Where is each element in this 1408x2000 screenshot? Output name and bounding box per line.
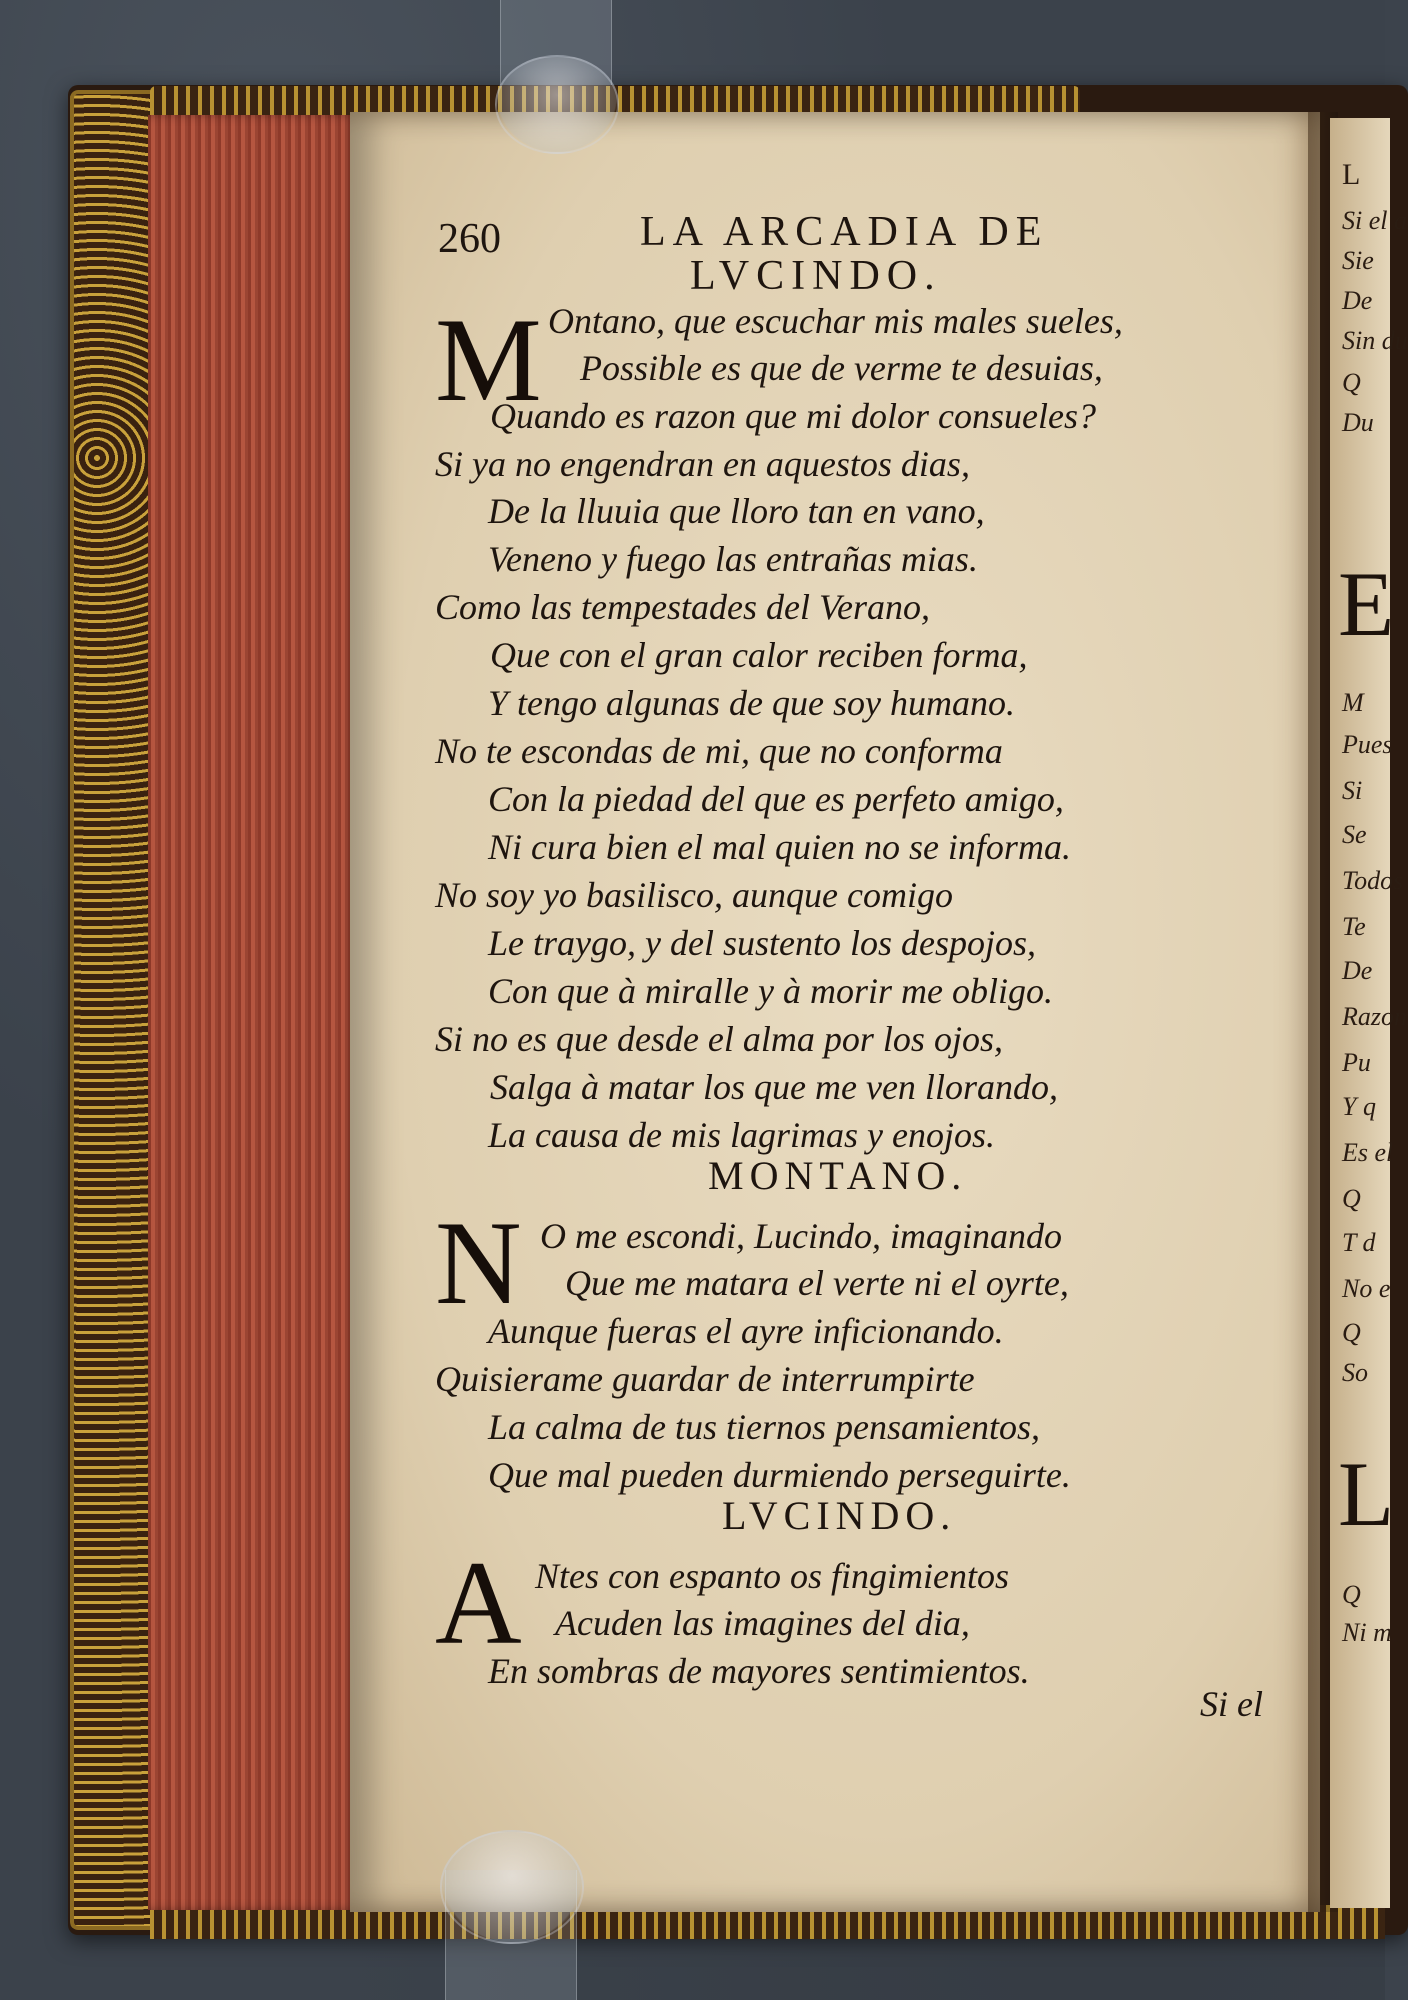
verse-line: O me escondi, Lucindo, imaginando xyxy=(540,1216,1062,1256)
verse-line: Possible es que de verme te desuias, xyxy=(580,348,1103,388)
running-head-line-1: LA ARCADIA DE xyxy=(640,209,1049,255)
next-page-fragment: De xyxy=(1342,956,1373,985)
next-page-fragment: M xyxy=(1342,688,1364,717)
verse-line: Con que à miralle y à morir me obligo. xyxy=(488,971,1053,1011)
verse-line: En sombras de mayores sentimientos. xyxy=(488,1651,1030,1691)
verse-line: Si no es que desde el alma por los ojos, xyxy=(435,1019,1003,1059)
running-head-line-2: LVCINDO. xyxy=(690,253,942,299)
verse-line: Ontano, que escuchar mis males sueles, xyxy=(548,301,1123,341)
verse-line: La calma de tus tiernos pensamientos, xyxy=(488,1407,1040,1447)
verse-line: La causa de mis lagrimas y enojos. xyxy=(488,1115,995,1155)
next-page-fragment: Se xyxy=(1342,820,1367,849)
right-page-partial xyxy=(1330,118,1408,1908)
speaker-heading: LVCINDO. xyxy=(722,1493,957,1538)
next-page-fragment: No e xyxy=(1342,1274,1391,1303)
verse-line: Salga à matar los que me ven llorando, xyxy=(490,1067,1058,1107)
verse-line: Quando es razon que mi dolor consueles? xyxy=(490,396,1096,436)
catchword: Si el xyxy=(1200,1684,1263,1724)
next-page-fragment: T d xyxy=(1342,1228,1376,1257)
next-page-fragment: Sie xyxy=(1342,246,1374,275)
next-page-fragment: Sin du xyxy=(1342,326,1408,355)
verse-line: Ni cura bien el mal quien no se informa. xyxy=(488,827,1071,867)
next-page-fragment: Todos xyxy=(1342,866,1404,895)
verse-line: De la lluuia que lloro tan en vano, xyxy=(488,491,985,531)
verse-line: Le traygo, y del sustento los despojos, xyxy=(488,923,1036,963)
verse-line: Veneno y fuego las entrañas mias. xyxy=(488,539,978,579)
page-number: 260 xyxy=(438,216,501,262)
mylar-clip-top xyxy=(495,55,619,154)
verse-line: No te escondas de mi, que no conforma xyxy=(435,731,1003,771)
next-page-fragment: So xyxy=(1342,1358,1368,1387)
mylar-clip-bottom xyxy=(440,1830,584,1944)
next-page-fragment: Te xyxy=(1342,912,1366,941)
next-page-fragment: Pues xyxy=(1342,730,1393,759)
gilt-tooled-cover-left xyxy=(70,90,160,1930)
next-page-fragment: Du xyxy=(1342,408,1374,437)
next-page-fragment: Q xyxy=(1342,1580,1361,1609)
next-page-fragment: Razon xyxy=(1342,1002,1407,1031)
next-page-drop-cap: L xyxy=(1338,1443,1395,1545)
next-page-fragment: L xyxy=(1342,158,1361,191)
verse-line: Acuden las imagines del dia, xyxy=(555,1603,970,1643)
drop-cap-initial: N xyxy=(435,1196,522,1329)
next-page-fragment: Q xyxy=(1342,1318,1361,1347)
verse-line: Aunque fueras el ayre inficionando. xyxy=(488,1311,1004,1351)
verse-line: Si ya no engendran en aquestos dias, xyxy=(435,444,970,484)
drop-cap-initial: A xyxy=(435,1536,522,1669)
next-page-fragment: Si el a xyxy=(1342,206,1407,235)
next-page-fragment: Ni m xyxy=(1342,1618,1392,1647)
verse-line: Ntes con espanto os fingimientos xyxy=(535,1556,1009,1596)
red-page-edges xyxy=(148,115,358,1910)
verse-line: Que me matara el verte ni el oyrte, xyxy=(565,1263,1069,1303)
verse-line: Con la piedad del que es perfeto amigo, xyxy=(488,779,1064,819)
verse-line: Que con el gran calor reciben forma, xyxy=(490,635,1028,675)
next-page-fragment: Q xyxy=(1342,368,1361,397)
next-page-fragment: Es el xyxy=(1342,1138,1394,1167)
drop-cap-initial: M xyxy=(435,293,542,426)
next-page-drop-cap: E xyxy=(1338,553,1395,655)
verse-line: No soy yo basilisco, aunque comigo xyxy=(435,875,953,915)
next-page-fragment: Si xyxy=(1342,776,1363,805)
verse-line: Y tengo algunas de que soy humano. xyxy=(488,683,1015,723)
verse-line: Como las tempestades del Verano, xyxy=(435,587,930,627)
verse-line: Quisierame guardar de interrumpirte xyxy=(435,1359,975,1399)
next-page-fragment: Y q xyxy=(1342,1092,1376,1121)
verse-line: Que mal pueden durmiendo perseguirte. xyxy=(488,1455,1071,1495)
speaker-heading: MONTANO. xyxy=(708,1153,968,1198)
next-page-fragment: Q xyxy=(1342,1184,1361,1213)
next-page-fragment: De xyxy=(1342,286,1373,315)
next-page-fragment: Pu xyxy=(1342,1048,1371,1077)
